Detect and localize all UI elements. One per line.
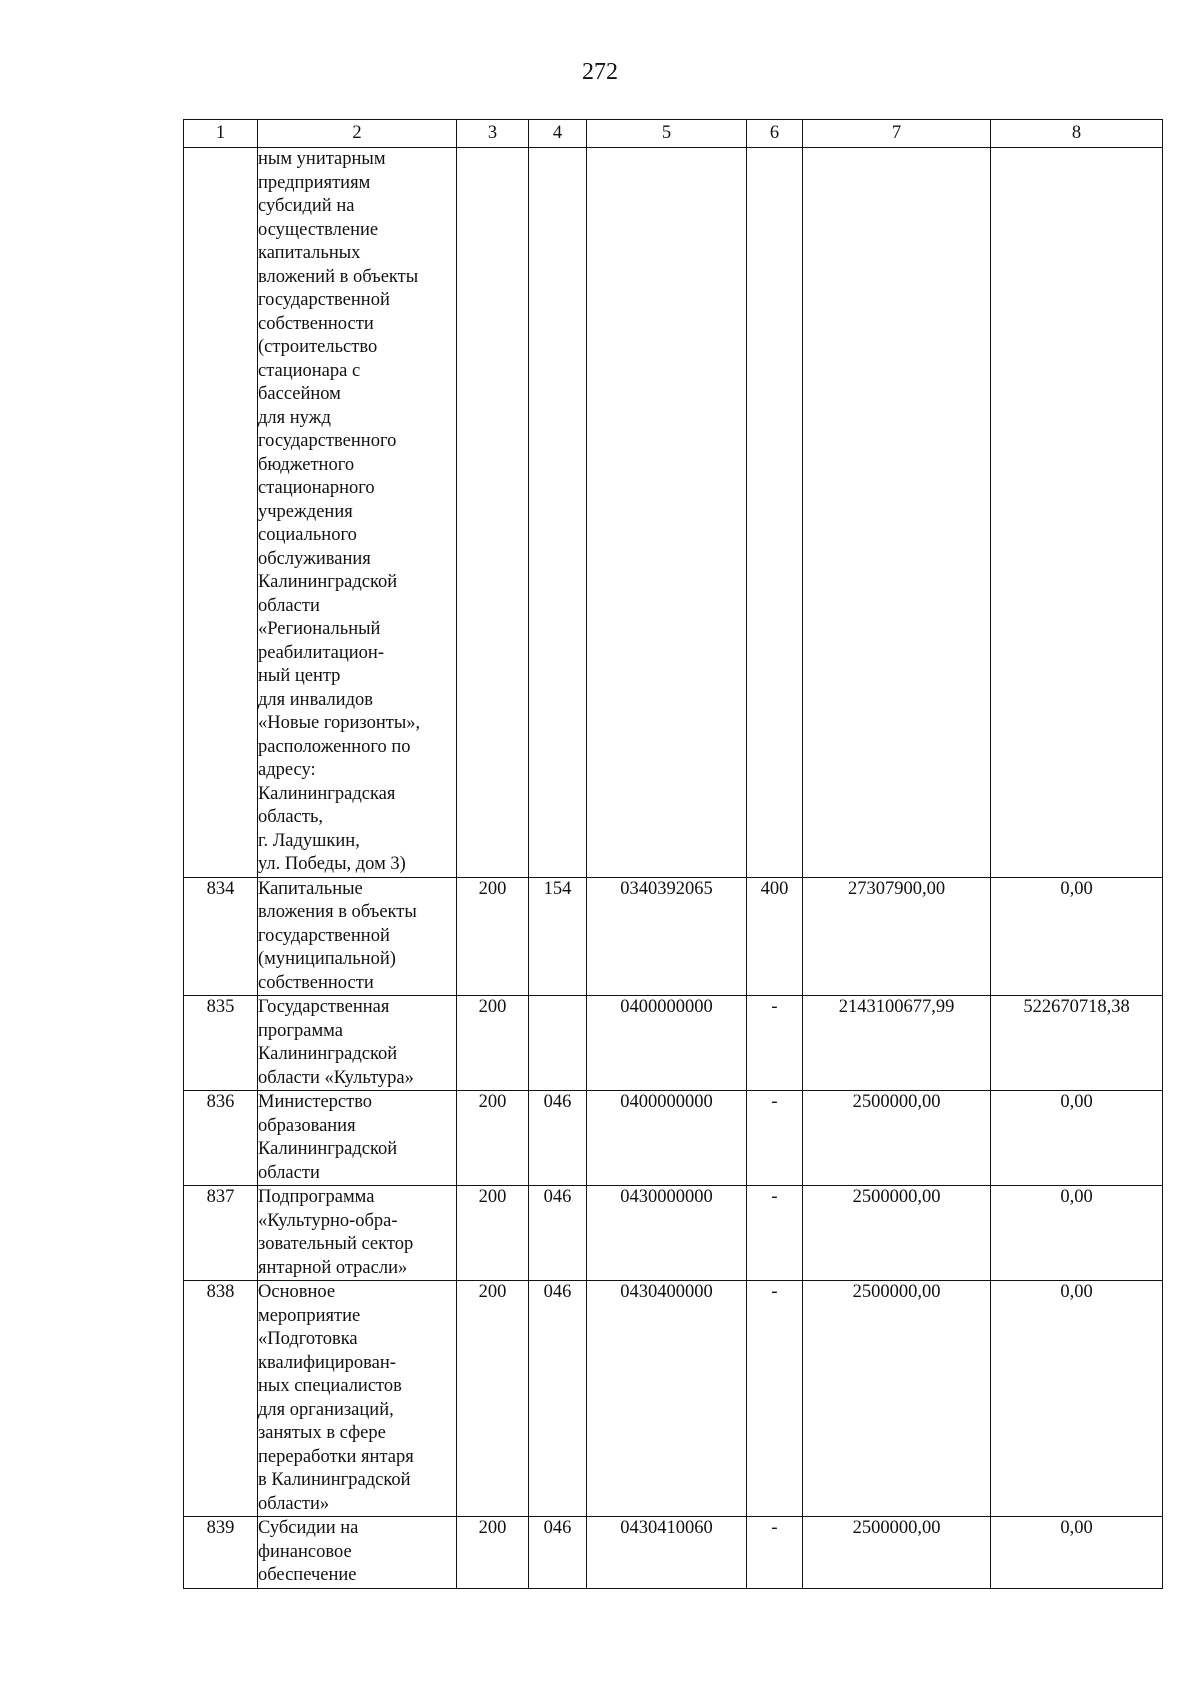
code-5-cell: 0340392065 (587, 877, 747, 996)
code-6-cell: - (747, 1517, 803, 1589)
page-number: 272 (582, 59, 618, 85)
code-3-cell: 200 (457, 1281, 529, 1517)
description-line: государственного (258, 431, 397, 451)
description-line: программа (258, 1020, 343, 1041)
description-line: вложения в объекты (258, 902, 417, 922)
table-row (184, 1091, 1163, 1186)
description-line: янтарной отрасли» (258, 1257, 408, 1278)
description-line: в Калининградской (258, 1470, 411, 1490)
table-row (184, 1517, 1163, 1589)
code-6-cell: - (747, 1281, 803, 1517)
row-number-cell: 836 (184, 1091, 258, 1186)
description-cell (258, 148, 457, 878)
description-line: расположенного по (258, 736, 411, 757)
description-line: Подпрограмма (258, 1187, 375, 1207)
description-line: для организаций, (258, 1399, 394, 1420)
header-cell-1: 1 (184, 120, 258, 148)
description-line: бюджетного (258, 454, 355, 475)
description-line: социального (258, 525, 357, 545)
description-line: Капитальные (258, 878, 363, 899)
code-5-cell: 0430410060 (587, 1517, 747, 1589)
description-line: собственности (258, 972, 374, 993)
description-line: область, (258, 807, 324, 827)
header-cell-5: 5 (587, 120, 747, 148)
budget-table (183, 119, 1163, 1589)
description-line: области» (258, 1493, 330, 1514)
description-line: Субсидии на (258, 1518, 359, 1538)
description-line: государственной (258, 290, 390, 310)
description-line: зовательный сектор (258, 1234, 414, 1254)
amount-8-cell: 0,00 (991, 1091, 1163, 1186)
description-cell (258, 1281, 457, 1517)
amount-7-cell (803, 148, 991, 878)
header-row (184, 120, 1163, 148)
table-row (184, 1281, 1163, 1517)
amount-7-cell: 2500000,00 (803, 1091, 991, 1186)
description-line: осуществление (258, 219, 379, 240)
description-cell (258, 877, 457, 996)
description-line: образования (258, 1115, 356, 1136)
code-5-cell: 0430400000 (587, 1281, 747, 1517)
description-line: обслуживания (258, 548, 371, 569)
description-line: г. Ладушкин, (258, 830, 360, 851)
row-number-cell: 834 (184, 877, 258, 996)
code-6-cell: - (747, 1186, 803, 1281)
code-5-cell: 0400000000 (587, 1091, 747, 1186)
header-cell-7: 7 (803, 120, 991, 148)
description-line: бассейном (258, 384, 341, 404)
description-line: Министерство (258, 1092, 373, 1112)
description-line: Калининградской (258, 572, 398, 592)
row-number-cell: 839 (184, 1517, 258, 1589)
code-5-cell: 0400000000 (587, 996, 747, 1091)
code-4-cell (529, 148, 587, 878)
description-cell (258, 996, 457, 1091)
description-line: (муниципальной) (258, 949, 396, 969)
code-5-cell (587, 148, 747, 878)
amount-7-cell: 2500000,00 (803, 1281, 991, 1517)
row-number-cell (184, 148, 258, 878)
amount-8-cell (991, 148, 1163, 878)
description-line: вложений в объекты (258, 266, 419, 287)
description-line: ных специалистов (258, 1376, 402, 1396)
row-number-cell: 838 (184, 1281, 258, 1517)
amount-8-cell: 522670718,38 (991, 996, 1163, 1091)
description-line: «Новые горизонты», (258, 713, 421, 733)
description-line: адресу: (258, 760, 316, 780)
amount-8-cell: 0,00 (991, 1517, 1163, 1589)
description-line: «Культурно-обра- (258, 1210, 398, 1231)
code-4-cell: 046 (529, 1091, 587, 1186)
code-4-cell: 046 (529, 1281, 587, 1517)
header-cell-2: 2 (258, 120, 457, 148)
amount-8-cell: 0,00 (991, 877, 1163, 996)
description-cell (258, 1091, 457, 1186)
description-line: Государственная (258, 997, 390, 1017)
description-line: субсидий на (258, 196, 355, 216)
header-cell-8: 8 (991, 120, 1163, 148)
description-line: ным унитарным (258, 149, 386, 169)
description-line: Калининградская (258, 783, 396, 804)
description-line: «Региональный (258, 619, 381, 639)
description-cell (258, 1186, 457, 1281)
row-number-cell: 837 (184, 1186, 258, 1281)
description-line: ный центр (258, 666, 341, 686)
description-line: Калининградской (258, 1044, 398, 1064)
description-line: предприятиям (258, 172, 371, 193)
table-row (184, 1186, 1163, 1281)
code-3-cell (457, 148, 529, 878)
description-line: Основное (258, 1282, 336, 1302)
code-3-cell: 200 (457, 1517, 529, 1589)
description-line: «Подготовка (258, 1329, 358, 1349)
code-3-cell: 200 (457, 877, 529, 996)
description-cell (258, 1517, 457, 1589)
table-row (184, 148, 1163, 878)
code-5-cell: 0430000000 (587, 1186, 747, 1281)
amount-8-cell: 0,00 (991, 1186, 1163, 1281)
code-6-cell: - (747, 996, 803, 1091)
amount-7-cell: 2143100677,99 (803, 996, 991, 1091)
description-line: области (258, 1162, 320, 1183)
code-4-cell: 154 (529, 877, 587, 996)
header-cell-3: 3 (457, 120, 529, 148)
code-6-cell (747, 148, 803, 878)
description-line: квалифицирован- (258, 1352, 396, 1373)
code-4-cell: 046 (529, 1517, 587, 1589)
code-3-cell: 200 (457, 1091, 529, 1186)
description-line: собственности (258, 313, 374, 334)
description-line: для нужд (258, 407, 331, 428)
amount-7-cell: 2500000,00 (803, 1517, 991, 1589)
description-line: стационара с (258, 360, 361, 381)
table-row (184, 877, 1163, 996)
code-6-cell: - (747, 1091, 803, 1186)
description-line: переработки янтаря (258, 1446, 414, 1467)
description-line: реабилитацион- (258, 642, 384, 663)
code-6-cell: 400 (747, 877, 803, 996)
description-line: (строительство (258, 337, 378, 357)
description-line: ул. Победы, дом 3) (258, 854, 406, 874)
description-line: Калининградской (258, 1139, 398, 1159)
description-line: государственной (258, 925, 390, 946)
amount-7-cell: 27307900,00 (803, 877, 991, 996)
amount-7-cell: 2500000,00 (803, 1186, 991, 1281)
description-line: занятых в сфере (258, 1423, 386, 1443)
header-cell-4: 4 (529, 120, 587, 148)
code-3-cell: 200 (457, 996, 529, 1091)
description-line: области (258, 595, 320, 616)
description-line: обеспечение (258, 1565, 357, 1585)
amount-8-cell: 0,00 (991, 1281, 1163, 1517)
description-line: мероприятие (258, 1305, 361, 1326)
table-row (184, 996, 1163, 1091)
code-4-cell: 046 (529, 1186, 587, 1281)
code-4-cell (529, 996, 587, 1091)
description-line: учреждения (258, 501, 353, 522)
code-3-cell: 200 (457, 1186, 529, 1281)
description-line: области «Культура» (258, 1067, 414, 1088)
row-number-cell: 835 (184, 996, 258, 1091)
description-line: для инвалидов (258, 689, 373, 710)
description-line: финансовое (258, 1541, 352, 1562)
description-line: капитальных (258, 243, 361, 263)
header-cell-6: 6 (747, 120, 803, 148)
description-line: стационарного (258, 478, 375, 498)
